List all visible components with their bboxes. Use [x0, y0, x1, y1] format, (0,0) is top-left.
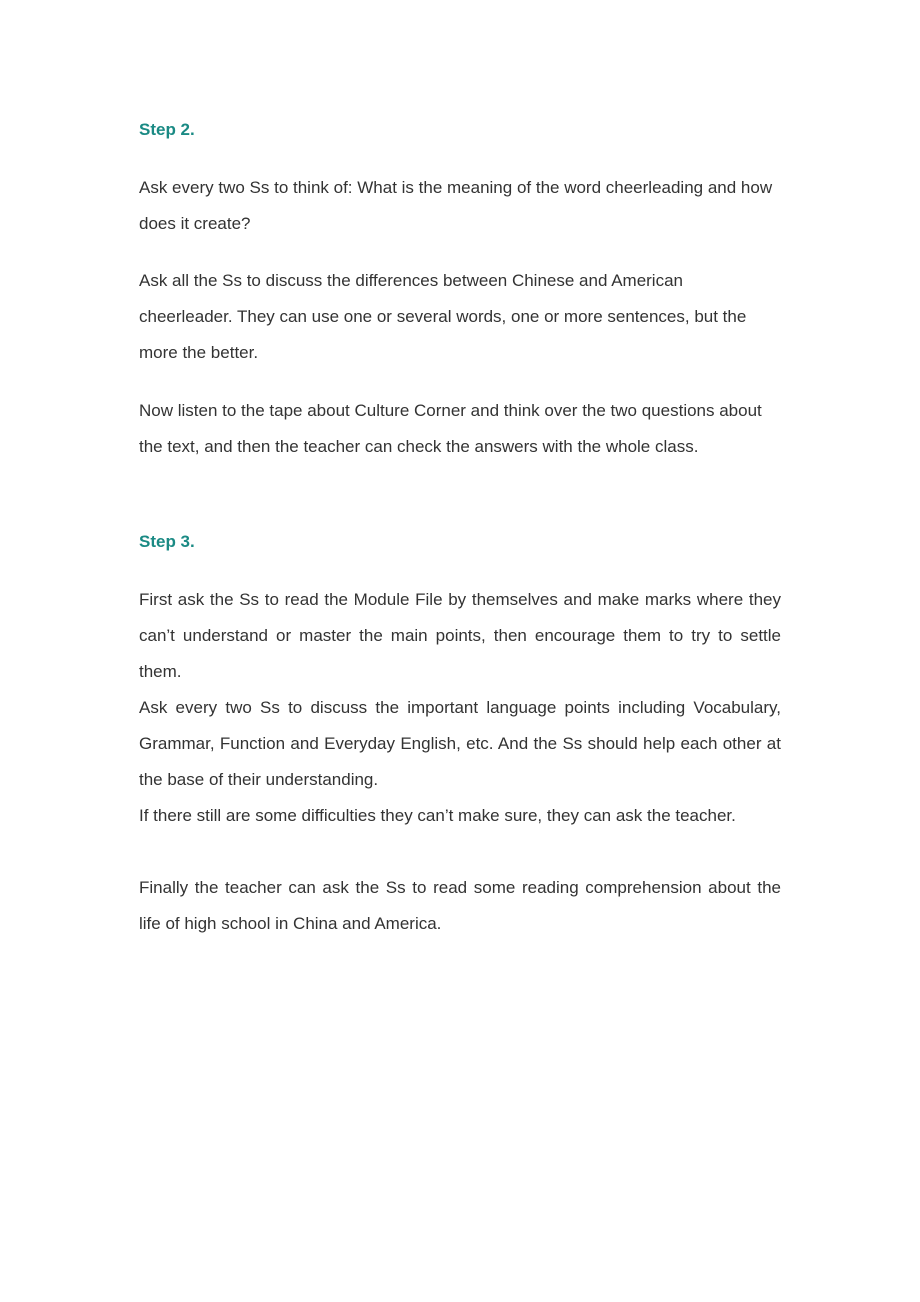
- step3-paragraph-1: First ask the Ss to read the Module File by themselves and make marks where they can’t understand or master the main points, then encourage them to try to settle them.: [139, 590, 781, 681]
- step2-paragraph-3: Now listen to the tape about Culture Corner and think over the two questions about the text, and then the teacher can check the answers with the whole class.: [139, 401, 762, 456]
- step3-paragraph-3: If there still are some difficulties they can’t make sure, they can ask the teacher.: [139, 806, 736, 825]
- step3-paragraph-4: Finally the teacher can ask the Ss to read some reading comprehension about the life of high school in China and America.: [139, 878, 781, 933]
- step2-paragraph-2: Ask all the Ss to discuss the differences between Chinese and American cheerleader. They can use one or several words, one or more sentences, but the more the better.: [139, 271, 747, 362]
- step3-heading: Step 3.: [139, 532, 195, 551]
- step2-paragraph-1: Ask every two Ss to think of: What is the meaning of the word cheerleading and how does it create?: [139, 178, 773, 233]
- step2-heading: Step 2.: [139, 120, 195, 139]
- step3-paragraph-2: Ask every two Ss to discuss the important language points including Vocabulary, Grammar, Function and Everyday English, etc. And the Ss should help each other at the base of their understanding.: [139, 698, 781, 789]
